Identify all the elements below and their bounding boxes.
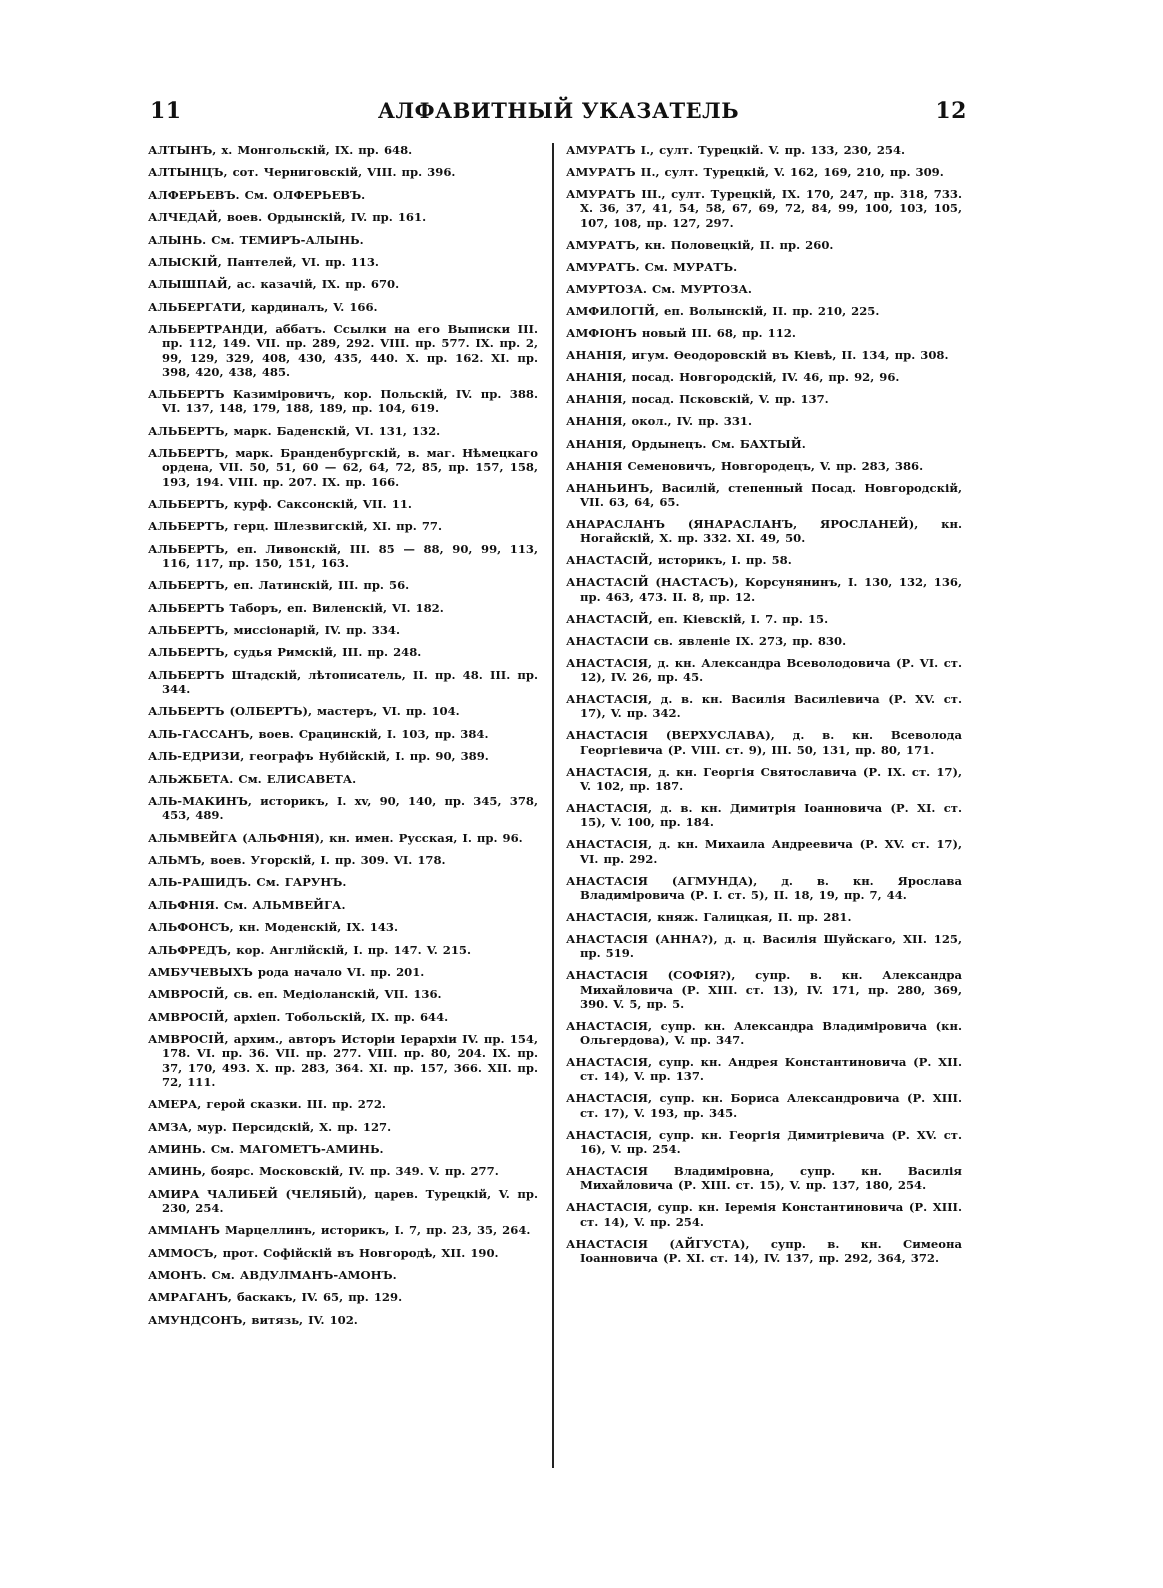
index-entry: АЛЬБЕРТЪ, судья Римскій, III. пр. 248.	[148, 645, 422, 660]
index-entry: АНАСТАСІЯ, д. кн. Георгія Святославича (Р. IX. ст. 17), V. 102, пр. 187.	[566, 764, 962, 793]
index-entry: АМУРАТЪ II., султ. Турецкій, V. 162, 169, 210, пр. 309.	[566, 165, 944, 180]
index-entry: АЛЬБЕРТРАНДИ, аббатъ. Ссылки на его Выписки III. пр. 112, 149. VII. пр. 289, 292. VIII. пр. 577. IX. пр. 2, 99, 129, 329, 408, 430, 435, 440. X. пр. 162. XI. пр. 398, 420, 438, 485.	[148, 322, 538, 379]
index-entry: АМУНДСОНЪ, витязь, IV. 102.	[148, 1312, 358, 1327]
index-entry: АЛЬФНІЯ. См. АЛЬМВЕЙГА.	[148, 897, 346, 912]
column-divider	[552, 143, 554, 1468]
index-entry: АНАСТАСІЯ, княж. Галицкая, II. пр. 281.	[566, 909, 852, 924]
index-entry: АНАСТАСІЯ (ВЕРХУСЛАВА), д. в. кн. Всеволода Георгіевича (Р. VIII. ст. 9), III. 50, 131, пр. 80, 171.	[566, 728, 962, 757]
index-entry: АМБУЧЕВЫХЪ рода начало VI. пр. 201.	[148, 964, 425, 979]
index-entry: АНАСТАСІЯ (СОФІЯ?), супр. в. кн. Александра Михайловича (Р. XIII. ст. 13), IV. 171, пр. 280, 369, 390. V. 5, пр. 5.	[566, 968, 962, 1011]
index-entry: АММІАНЪ Марцеллинъ, историкъ, I. 7, пр. 23, 35, 264.	[148, 1223, 531, 1238]
index-entry: АЛЬБЕРТЪ, еп. Ливонскій, III. 85 — 88, 90, 99, 113, 116, 117, пр. 150, 151, 163.	[148, 541, 538, 570]
index-entry: АЛЬБЕРТЪ Казиміровичъ, кор. Польскій, IV. пр. 388. VI. 137, 148, 179, 188, 189, пр. 104, 619.	[148, 387, 538, 416]
index-entry: АММОСЪ, прот. Софійскій въ Новгородѣ, XII. 190.	[148, 1245, 499, 1260]
index-entry: АНАСТАСІЙ, историкъ, I. пр. 58.	[566, 553, 792, 568]
index-entry: АНАСТАСІЯ, супр. кн. Андрея Константиновича (Р. XII. ст. 14), V. пр. 137.	[566, 1055, 962, 1084]
index-entry: АМФІОНЪ новый III. 68, пр. 112.	[566, 326, 796, 341]
index-entry: АНАСТАСІЙ, еп. Кіевскій, I. 7. пр. 15.	[566, 611, 829, 626]
index-entry: АНАСТАСІЙ (НАСТАСЪ), Корсунянинъ, I. 130, 132, 136, пр. 463, 473. II. 8, пр. 12.	[566, 575, 962, 604]
index-entry: АЛТЫНЪ, х. Монгольскій, IX. пр. 648.	[148, 143, 413, 157]
index-entry: АМФИЛОГІЙ, еп. Волынскій, II. пр. 210, 225.	[566, 303, 880, 318]
index-entry: АЛЬБЕРТЪ Штадскій, лѣтописатель, II. пр. 48. III. пр. 344.	[148, 667, 538, 697]
index-entry: АЛФЕРЬЕВЪ. См. ОЛФЕРЬЕВЪ.	[148, 187, 366, 202]
index-entry: АМРАГАНЪ, баскакъ, IV. 65, пр. 129.	[148, 1290, 403, 1305]
right-page-number: 12	[935, 98, 967, 124]
index-entry: АМУРАТЪ. См. МУРАТЪ.	[566, 259, 738, 274]
index-entry: АЛЬБЕРТЪ Таборъ, еп. Виленскій, VI. 182.	[148, 600, 444, 615]
index-entry: АЛЬБЕРТЪ, марк. Баденскій, VI. 131, 132.	[148, 423, 441, 438]
index-entry: АМВРОСІЙ, архіеп. Тобольскій, IX. пр. 644.	[148, 1009, 449, 1024]
index-entry: АМИРА ЧАЛИБЕЙ (ЧЕЛЯБІЙ), царев. Турецкій, V. пр. 230, 254.	[148, 1186, 538, 1215]
index-entry: АЛЬБЕРТЪ, марк. Бранденбургскій, в. маг. Нѣмецкаго ордена, VII. 50, 51, 60 — 62, 64, 72, 85, пр. 157, 158, 193, 194. VIII. пр. 207. IX. пр. 166.	[148, 446, 538, 489]
index-entry: АМВРОСІЙ, архим., авторъ Исторіи Іерархіи IV. пр. 154, 178. VI. пр. 36. VII. пр. 277. VIII. пр. 80, 204. IX. пр. 37, 170, 493. X. пр. 283, 364. XI. пр. 157, 366. XII. пр. 72, 111.	[148, 1032, 538, 1089]
index-entry: АЛЬМВЕЙГА (АЛЬФНІЯ), кн. имен. Русская, I. пр. 96.	[148, 830, 523, 845]
index-entry: АЛЬ-ЕДРИЗИ, географъ Нубійскій, I. пр. 90, 389.	[148, 749, 489, 764]
left-page-number: 11	[150, 98, 182, 124]
index-entry: АЛЧЕДАЙ, воев. Ордынскій, IV. пр. 161.	[148, 210, 427, 225]
index-entry: АЛЬМЪ, воев. Угорскій, I. пр. 309. VI. 178.	[148, 852, 446, 867]
right-column	[566, 143, 962, 1273]
index-entry: АМЗА, мур. Персидскій, X. пр. 127.	[148, 1119, 392, 1134]
left-column	[148, 143, 538, 1335]
index-entry: АНАСТАСІЯ (АГМУНДА), д. в. кн. Ярослава Владиміровича (Р. I. ст. 5), II. 18, 19, пр. 7, 44.	[566, 873, 962, 902]
index-entry: АЛЬ-ГАССАНЪ, воев. Срацинскій, I. 103, пр. 384.	[148, 726, 489, 741]
index-entry: АНАНІЯ, посад. Новгородскій, IV. 46, пр. 92, 96.	[566, 370, 900, 385]
index-entry: АНАНЬИНЪ, Василій, степенный Посад. Новгородскій, VII. 63, 64, 65.	[566, 480, 962, 509]
index-entry: АМОНЪ. См. АВДУЛМАНЪ-АМОНЪ.	[148, 1268, 397, 1283]
index-entry: АЛТЫНЦЪ, сот. Черниговскій, VIII. пр. 396.	[148, 165, 456, 180]
index-entry: АНАСТАСІЯ, супр. кн. Бориса Александровича (Р. XIII. ст. 17), V. 193, пр. 345.	[566, 1091, 962, 1120]
index-entry: АНАНІЯ Семеновичъ, Новгородецъ, V. пр. 283, 386.	[566, 458, 924, 473]
index-entry: АЛЬБЕРТЪ, герц. Шлезвигскій, XI. пр. 77.	[148, 519, 442, 534]
index-entry: АНАСТАСІЯ, д. в. кн. Димитрія Іоанновича (Р. XI. ст. 15), V. 100, пр. 184.	[566, 801, 962, 830]
index-entry: АЛЬБЕРТЪ, курф. Саксонскій, VII. 11.	[148, 496, 412, 511]
index-entry: АЛЬ-РАШИДЪ. См. ГАРУНЪ.	[148, 875, 347, 890]
index-entry: АМЕРА, герой сказки. III. пр. 272.	[148, 1097, 386, 1112]
index-entry: АНАСТАСІЯ, д. в. кн. Василія Василіевича (Р. XV. ст. 17), V. пр. 342.	[566, 692, 962, 721]
index-entry: АЛЬБЕРТЪ, миссіонарій, IV. пр. 334.	[148, 623, 400, 638]
index-entry: АНАРАСЛАНЪ (ЯНАРАСЛАНЪ, ЯРОСЛАНЕЙ), кн. Ногайскій, X. пр. 332. XI. 49, 50.	[566, 517, 962, 546]
index-entry: АМВРОСІЙ, св. еп. Медіоланскій, VII. 136.	[148, 987, 442, 1002]
index-entry: АЛЬБЕРТЪ, еп. Латинскій, III. пр. 56.	[148, 578, 410, 593]
index-entry: АМИНЬ, боярс. Московскій, IV. пр. 349. V. пр. 277.	[148, 1164, 499, 1179]
page-title: АЛФАВИТНЫЙ УКАЗАТЕЛЬ	[377, 98, 740, 123]
index-entry: АЛЫСКІЙ, Пантелей, VI. пр. 113.	[148, 254, 379, 269]
index-entry: АНАСТАСІЯ (АЙГУСТА), супр. в. кн. Симеона Іоанновича (Р. XI. ст. 14), IV. 137, пр. 292, 364, 372.	[566, 1236, 962, 1265]
index-entry: АЛЬБЕРТЪ (ОЛБЕРТЪ), мастеръ, VI. пр. 104.	[148, 704, 460, 719]
index-entry: АЛЫШПАЙ, ас. казачій, IX. пр. 670.	[148, 277, 400, 292]
index-entry: АНАСТАСІЯ (АННА?), д. ц. Василія Шуйскаго, XII. 125, пр. 519.	[566, 932, 962, 961]
index-entry: АМУРТОЗА. См. МУРТОЗА.	[566, 281, 752, 296]
index-entry: АНАНІЯ, игум. Ѳеодоровскій въ Кіевѣ, II. 134, пр. 308.	[566, 348, 949, 363]
index-entry: АЛЬБЕРГАТИ, кардиналъ, V. 166.	[148, 299, 378, 314]
index-entry: АНАСТАСІЯ Владиміровна, супр. кн. Василія Михайловича (Р. XIII. ст. 15), V. пр. 137, 180, 254.	[566, 1164, 962, 1193]
index-entry: АМУРАТЪ III., султ. Турецкій, IX. 170, 247, пр. 318, 733. X. 36, 37, 41, 54, 58, 67, 69, 72, 84, 99, 100, 103, 105, 107, 108, пр. 127, 297.	[566, 187, 962, 230]
index-entry: АНАСТАСІЯ, супр. кн. Іеремія Константиновича (Р. XIII. ст. 14), V. пр. 254.	[566, 1200, 962, 1229]
index-entry: АНАНІЯ, Ордынецъ. См. БАХТЫЙ.	[566, 436, 806, 451]
index-entry: АЛЬФРЕДЪ, кор. Англійскій, I. пр. 147. V. 215.	[148, 942, 472, 957]
index-entry: АМУРАТЪ I., султ. Турецкій. V. пр. 133, 230, 254.	[566, 143, 906, 157]
index-entry: АМУРАТЪ, кн. Половецкій, II. пр. 260.	[566, 237, 834, 252]
index-entry: АНАНІЯ, окол., IV. пр. 331.	[566, 414, 753, 429]
index-entry: АНАСТАСІЯ, д. кн. Александра Всеволодовича (Р. VI. ст. 12), IV. 26, пр. 45.	[566, 655, 962, 685]
index-entry: АНАСТАСІИ св. явленіе IX. 273, пр. 830.	[566, 633, 847, 648]
index-entry: АНАСТАСІЯ, супр. кн. Александра Владиміровича (кн. Ольгердова), V. пр. 347.	[566, 1018, 962, 1048]
index-entry: АЛЬФОНСЪ, кн. Моденскій, IX. 143.	[148, 920, 399, 935]
index-entry: АЛЬЖБЕТА. См. ЕЛИСАВЕТА.	[148, 771, 357, 786]
index-entry: АНАСТАСІЯ, д. кн. Михаила Андреевича (Р. XV. ст. 17), VI. пр. 292.	[566, 837, 962, 866]
index-entry: АЛЫНЬ. См. ТЕМИРЪ-АЛЫНЬ.	[148, 232, 364, 247]
index-entry: АНАСТАСІЯ, супр. кн. Георгія Димитріевича (Р. XV. ст. 16), V. пр. 254.	[566, 1127, 962, 1156]
page-header	[150, 98, 967, 134]
index-entry: АМИНЬ. См. МАГОМЕТЪ-АМИНЬ.	[148, 1141, 384, 1156]
index-entry: АНАНІЯ, посад. Псковскій, V. пр. 137.	[566, 392, 829, 407]
index-entry: АЛЬ-МАКИНЪ, историкъ, I. xv, 90, 140, пр. 345, 378, 453, 489.	[148, 794, 538, 823]
